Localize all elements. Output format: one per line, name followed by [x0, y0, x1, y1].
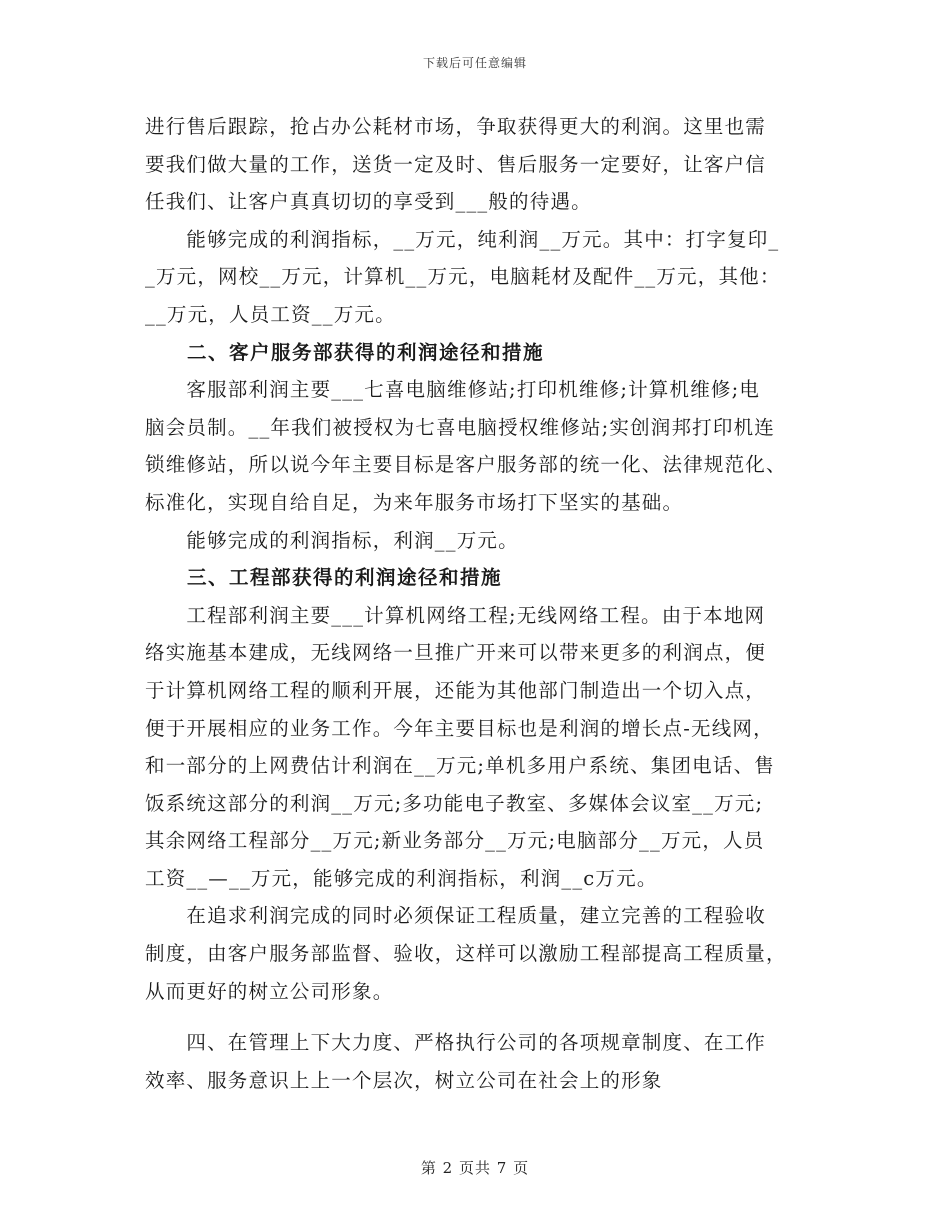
text-line: 脑会员制。__年我们被授权为七喜电脑授权维修站;实创润邦打印机连: [145, 415, 775, 439]
text-line: __万元，人员工资__万元。: [145, 302, 396, 326]
text-line: 能够完成的利润指标，__万元，纯利润__万元。其中：打字复印_: [145, 227, 780, 251]
page-header: 下载后可任意编辑: [422, 56, 527, 70]
section-heading: 三、工程部获得的利润途径和措施: [145, 566, 503, 590]
text-line: 四、在管理上下大力度、严格执行公司的各项规章制度、在工作: [145, 1031, 767, 1055]
paragraph-gap: [145, 1010, 805, 1024]
text-line: _万元，网校__万元，计算机__万元，电脑耗材及配件__万元，其他：: [145, 265, 781, 289]
text-line: 任我们、让客户真真切切的享受到___般的待遇。: [145, 190, 592, 214]
document-body: [145, 108, 805, 1099]
text-line: 锁维修站，所以说今年主要目标是客户服务部的统一化、法律规范化、: [145, 453, 787, 477]
text-line: 从而更好的树立公司形象。: [145, 979, 394, 1003]
text-line: 便于开展相应的业务工作。今年主要目标也是利润的增长点-无线网，: [145, 716, 774, 740]
text-line: 客服部利润主要___七喜电脑维修站;打印机维修;计算机维修;电: [145, 378, 761, 402]
text-line: 在追求利润完成的同时必须保证工程质量，建立完善的工程验收: [145, 904, 767, 928]
text-line: 工资__—__万元，能够完成的利润指标，利润__c万元。: [145, 866, 658, 890]
text-line: 能够完成的利润指标，利润__万元。: [145, 528, 519, 552]
text-line: 其余网络工程部分__万元;新业务部分__万元;电脑部分__万元，人员: [145, 829, 765, 853]
section-heading: 二、客户服务部获得的利润途径和措施: [145, 340, 545, 364]
text-line: 效率、服务意识上上一个层次，树立公司在社会上的形象: [145, 1068, 663, 1092]
text-line: 制度，由客户服务部监督、验收，这样可以激励工程部提高工程质量，: [145, 942, 787, 966]
text-line: 进行售后跟踪，抢占办公耗材市场，争取获得更大的利润。这里也需: [145, 115, 767, 138]
text-line: 饭系统这部分的利润__万元;多功能电子教室、多媒体会议室__万元;: [145, 791, 764, 815]
text-line: 和一部分的上网费估计利润在__万元;单机多用户系统、集团电话、售: [145, 754, 775, 778]
text-line: 要我们做大量的工作，送货一定及时、售后服务一定要好，让客户信: [145, 152, 767, 176]
page-footer: 第 2 页共 7 页: [420, 1159, 530, 1177]
text-line: 络实施基本建成，无线网络一旦推广开来可以带来更多的利润点，便: [145, 641, 767, 665]
text-line: 标准化，实现自给自足，为来年服务市场打下坚实的基础。: [145, 490, 684, 514]
text-line: 于计算机网络工程的顺利开展，还能为其他部门制造出一个切入点，: [145, 678, 767, 702]
text-line: 工程部利润主要___计算机网络工程;无线网络工程。由于本地网: [145, 603, 766, 627]
